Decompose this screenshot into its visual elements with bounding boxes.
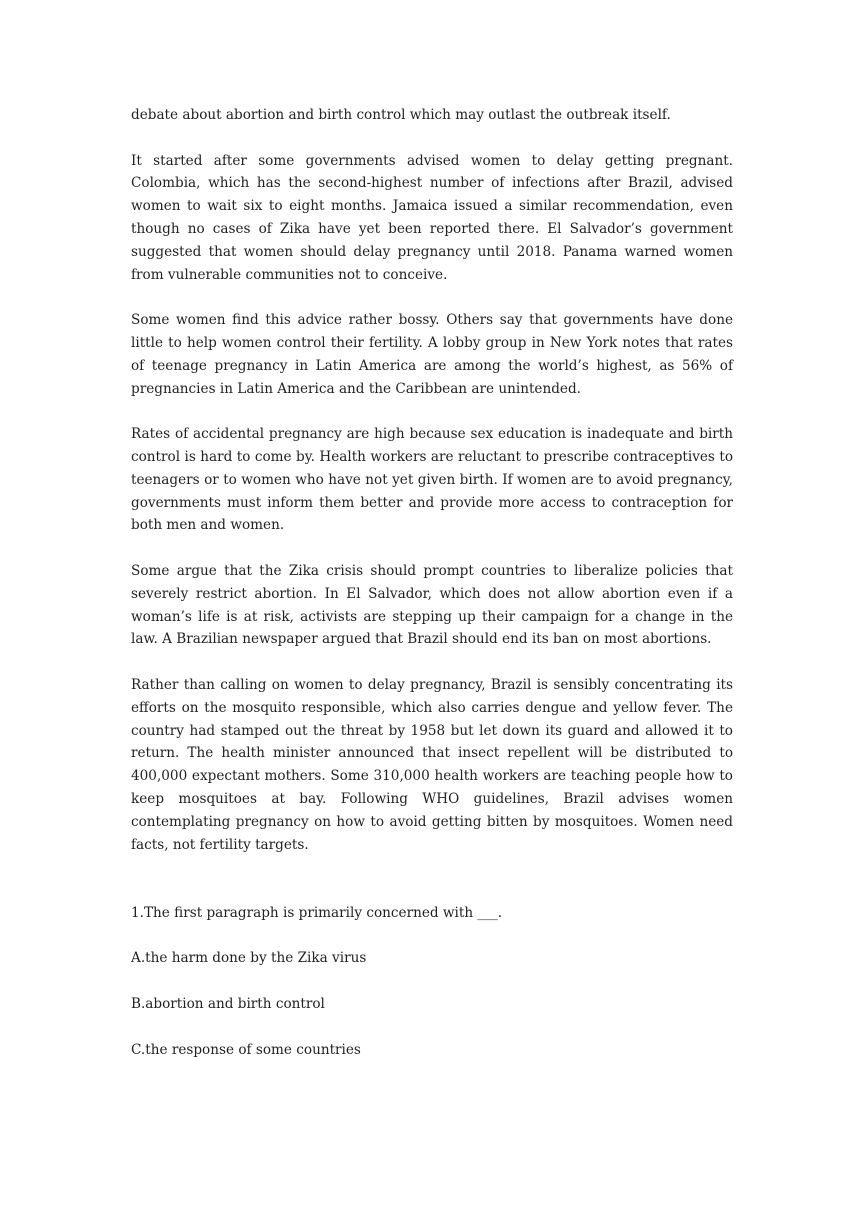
question-stem: 1.The first paragraph is primarily concerned with ___.: [131, 904, 503, 921]
passage-paragraph-2: It started after some governments advised women to delay getting pregnant. Colombia, which has the second-highest number of infections after Brazil, advised women to wait six to eight months. Jamaica issued a similar recommendation, even though no cases of Zika have yet been reported there. El Salvador’s government suggested that women should delay pregnancy until 2018. Panama warned women from vulnerable communities not to conceive.: [131, 152, 733, 283]
passage-paragraph-1: debate about abortion and birth control which may outlast the outbreak itself.: [131, 107, 671, 123]
passage-paragraph-5: Some argue that the Zika crisis should prompt countries to liberalize policies that severely restrict abortion. In El Salvador, which does not allow abortion even if a woman’s life is at risk, activists are stepping up their campaign for a change in the law. A Brazilian newspaper argued that Brazil should end its ban on most abortions.: [131, 562, 733, 648]
question-1: [131, 902, 733, 1062]
reading-passage: [131, 104, 733, 856]
document-page: [131, 104, 733, 1084]
passage-paragraph-6: Rather than calling on women to delay pregnancy, Brazil is sensibly concentrating its efforts on the mosquito responsible, which also carries dengue and yellow fever. The country had stamped out the threat by 1958 but let down its guard and allowed it to return. The health minister announced that insect repellent will be distributed to 400,000 expectant mothers. Some 310,000 health workers are teaching people how to keep mosquitoes at bay. Following WHO guidelines, Brazil advises women contemplating pregnancy on how to avoid getting bitten by mosquitoes. Women need facts, not fertility targets.: [131, 676, 733, 853]
passage-paragraph-4: Rates of accidental pregnancy are high because sex education is inadequate and birth control is hard to come by. Health workers are reluctant to prescribe contraceptives to teenagers or to women who have not yet given birth. If women are to avoid pregnancy, governments must inform them better and provide more access to contraception for both men and women.: [131, 426, 733, 534]
passage-paragraph-3: Some women find this advice rather bossy. Others say that governments have done little to help women control their fertility. A lobby group in New York notes that rates of teenage pregnancy in Latin America are among the world’s highest, as 56% of pregnancies in Latin America and the Caribbean are unintended.: [131, 312, 733, 397]
option-b: B.abortion and birth control: [131, 996, 325, 1013]
option-c: C.the response of some countries: [131, 1041, 361, 1058]
option-a: A.the harm done by the Zika virus: [131, 950, 367, 967]
